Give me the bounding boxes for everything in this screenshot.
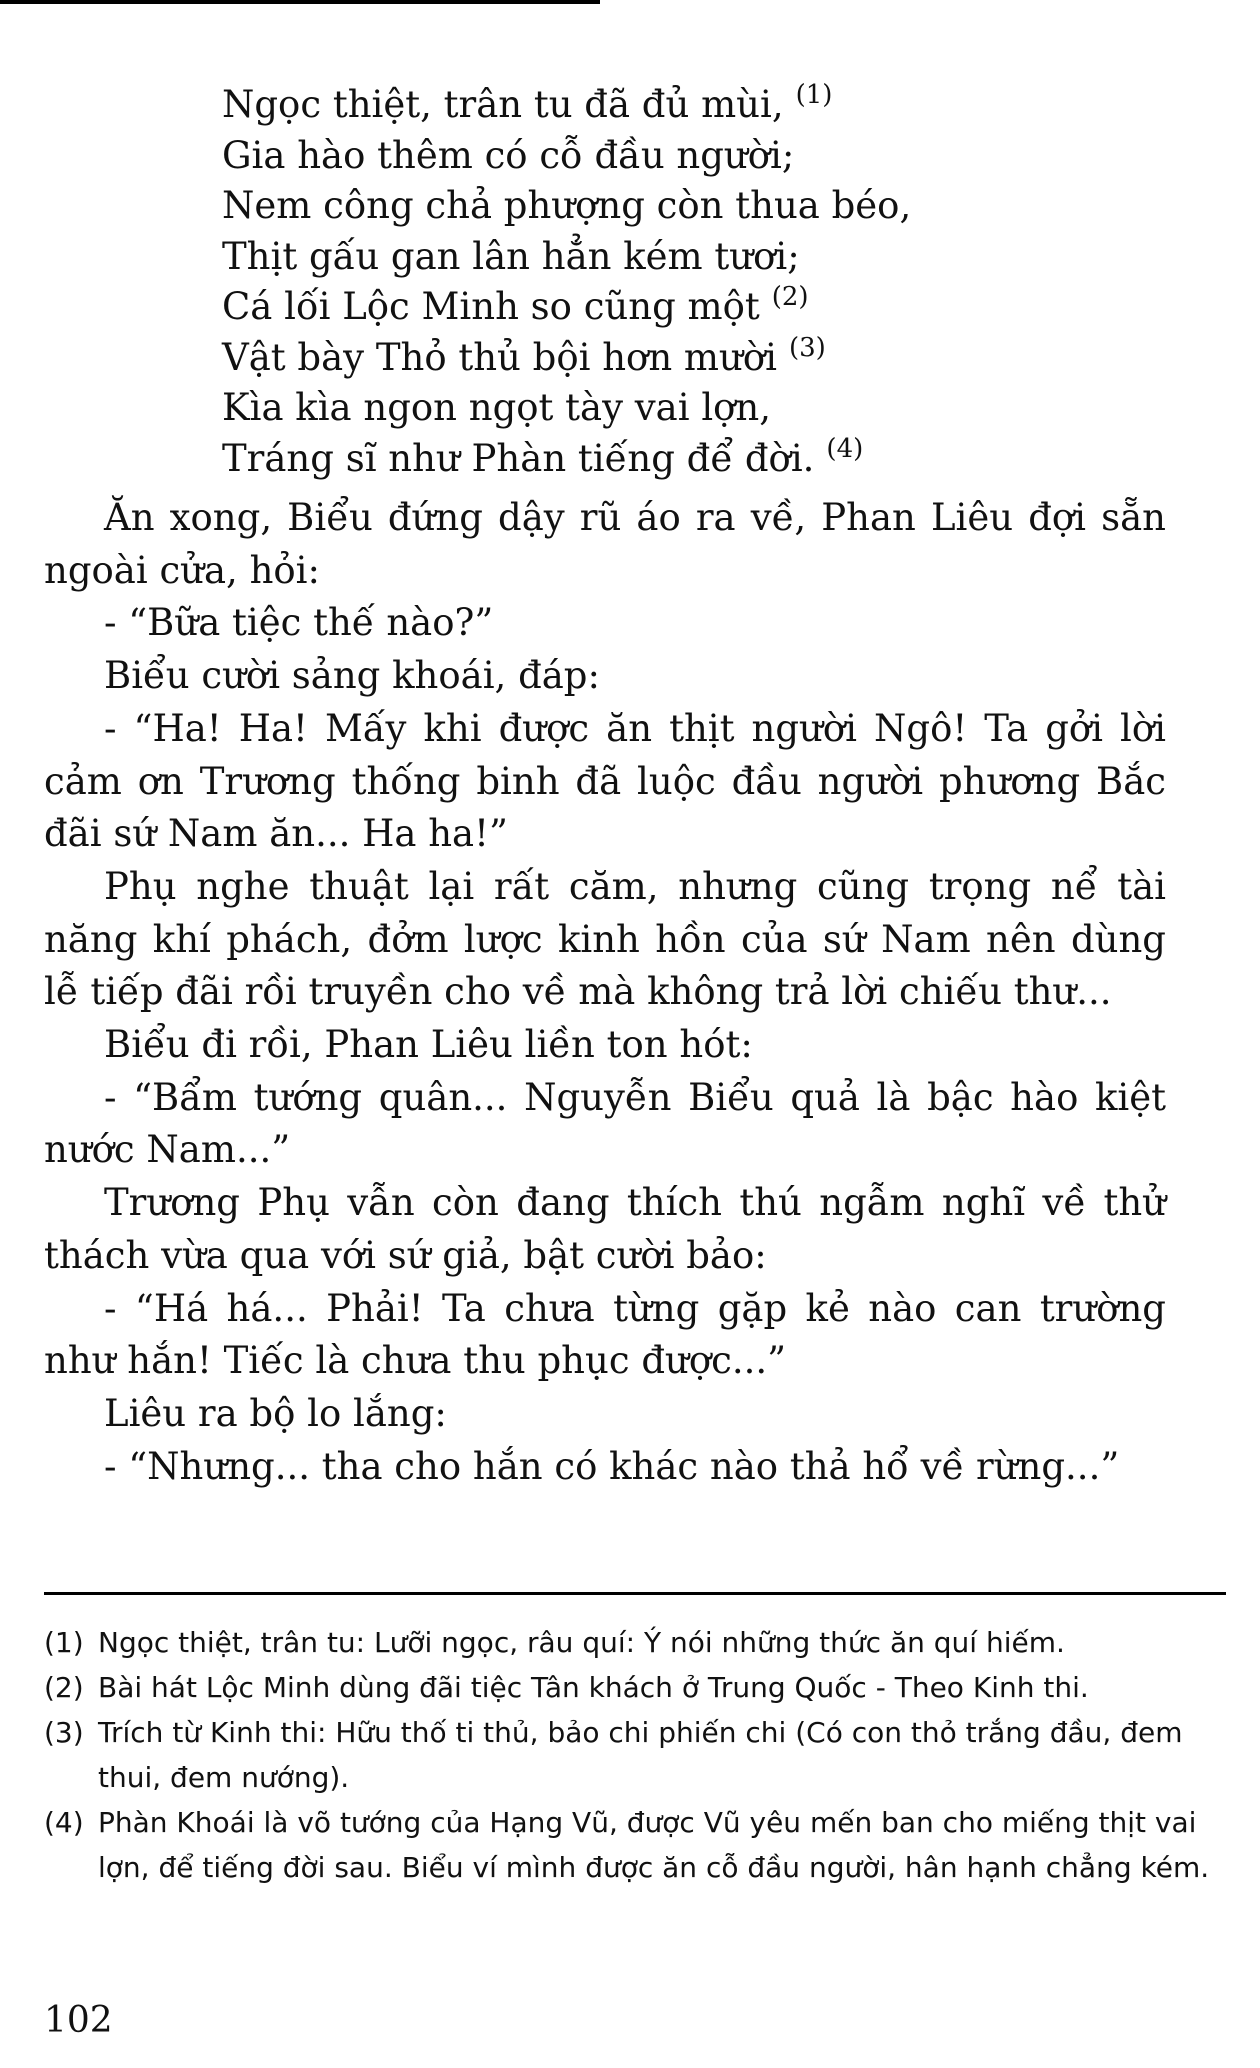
poem — [222, 80, 911, 484]
footnote-item — [44, 1620, 1234, 1665]
paragraph: - “Ha! Ha! Mấy khi được ăn thịt người Ngô! Ta gởi lời cảm ơn Trương thống binh đã luộc đầu người phương Bắc đãi sứ Nam ăn... Ha ha!” — [44, 706, 1166, 856]
poem-line: Vật bày Thỏ thủ bội hơn mười $^{(3)}$ — [222, 332, 826, 379]
footnote-marker: (1) — [795, 80, 833, 110]
poem-line: Kìa kìa ngon ngọt tày vai lợn, — [222, 386, 772, 429]
paragraph: - “Há há... Phải! Ta chưa từng gặp kẻ nào can trường như hắn! Tiếc là chưa thu phục được...” — [44, 1286, 1166, 1383]
poem-line: Gia hào thêm có cỗ đầu người; — [222, 133, 795, 177]
paragraph: Trương Phụ vẫn còn đang thích thú ngẫm nghĩ về thử thách vừa qua với sứ giả, bật cười bảo: — [44, 1181, 1166, 1277]
footnote-item — [44, 1665, 1234, 1710]
paragraph: - “Bữa tiệc thế nào?” — [104, 601, 494, 645]
footnote-marker: (3) — [788, 332, 826, 363]
footnote-number: (1) — [44, 1626, 84, 1659]
paragraph: Liêu ra bộ lo lắng: — [104, 1391, 447, 1435]
footnote-number: (4) — [44, 1806, 84, 1839]
poem-line: Nem công chả phượng còn thua béo, — [222, 184, 912, 227]
paragraph: Ăn xong, Biểu đứng dậy rũ áo ra về, Phan Liêu đợi sẵn ngoài cửa, hỏi: — [44, 496, 1166, 592]
top-rule — [0, 0, 600, 4]
footnote-marker: (4) — [826, 433, 864, 464]
footnote-text: Ngọc thiệt, trân tu: Lưỡi ngọc, râu quí: Ý nói những thức ăn quí hiếm. — [98, 1626, 1065, 1659]
poem-line: Thịt gấu gan lân hẳn kém tươi; — [222, 234, 800, 278]
footnote-divider — [44, 1592, 1226, 1595]
footnotes — [44, 1620, 1234, 1890]
poem-line: Ngọc thiệt, trân tu đã đủ mùi, $^{(1)}$ — [222, 80, 833, 126]
page-number: 102 — [44, 2000, 113, 2041]
poem-line: Cá lối Lộc Minh so cũng một $^{(2)}$ — [222, 282, 809, 328]
footnote-marker: (2) — [771, 282, 809, 312]
prose-body — [44, 492, 1166, 1493]
paragraph: Biểu đi rồi, Phan Liêu liền ton hót: — [104, 1023, 753, 1067]
footnote-number: (3) — [44, 1716, 84, 1749]
paragraph: Phụ nghe thuật lại rất căm, nhưng cũng trọng nể tài năng khí phách, đởm lược kinh hồn của sứ Nam nên dùng lễ tiếp đãi rồi truyền cho về mà không trả lời chiếu thư... — [44, 864, 1166, 1014]
footnote-item — [44, 1710, 1234, 1800]
footnote-text: Phàn Khoái là võ tướng của Hạng Vũ, được Vũ yêu mến ban cho miếng thịt vai lợn, để tiếng đời sau. Biểu ví mình được ăn cỗ đầu người, hân hạnh chẳng kém. — [98, 1806, 1210, 1884]
footnote-text: Bài hát Lộc Minh dùng đãi tiệc Tân khách ở Trung Quốc - Theo Kinh thi. — [98, 1671, 1089, 1704]
footnote-number: (2) — [44, 1671, 84, 1704]
footnote-item — [44, 1800, 1234, 1890]
footnote-text: Trích từ Kinh thi: Hữu thố ti thủ, bảo chi phiến chi (Có con thỏ trắng đầu, đem thui, đem nướng). — [98, 1716, 1183, 1794]
paragraph: - “Nhưng... tha cho hắn có khác nào thả hổ về rừng...” — [104, 1444, 1120, 1488]
paragraph: Biểu cười sảng khoái, đáp: — [104, 654, 600, 698]
poem-line: Tráng sĩ như Phàn tiếng để đời. $^{(4)}$ — [222, 433, 864, 480]
paragraph: - “Bẩm tướng quân... Nguyễn Biểu quả là bậc hào kiệt nước Nam...” — [44, 1075, 1166, 1172]
